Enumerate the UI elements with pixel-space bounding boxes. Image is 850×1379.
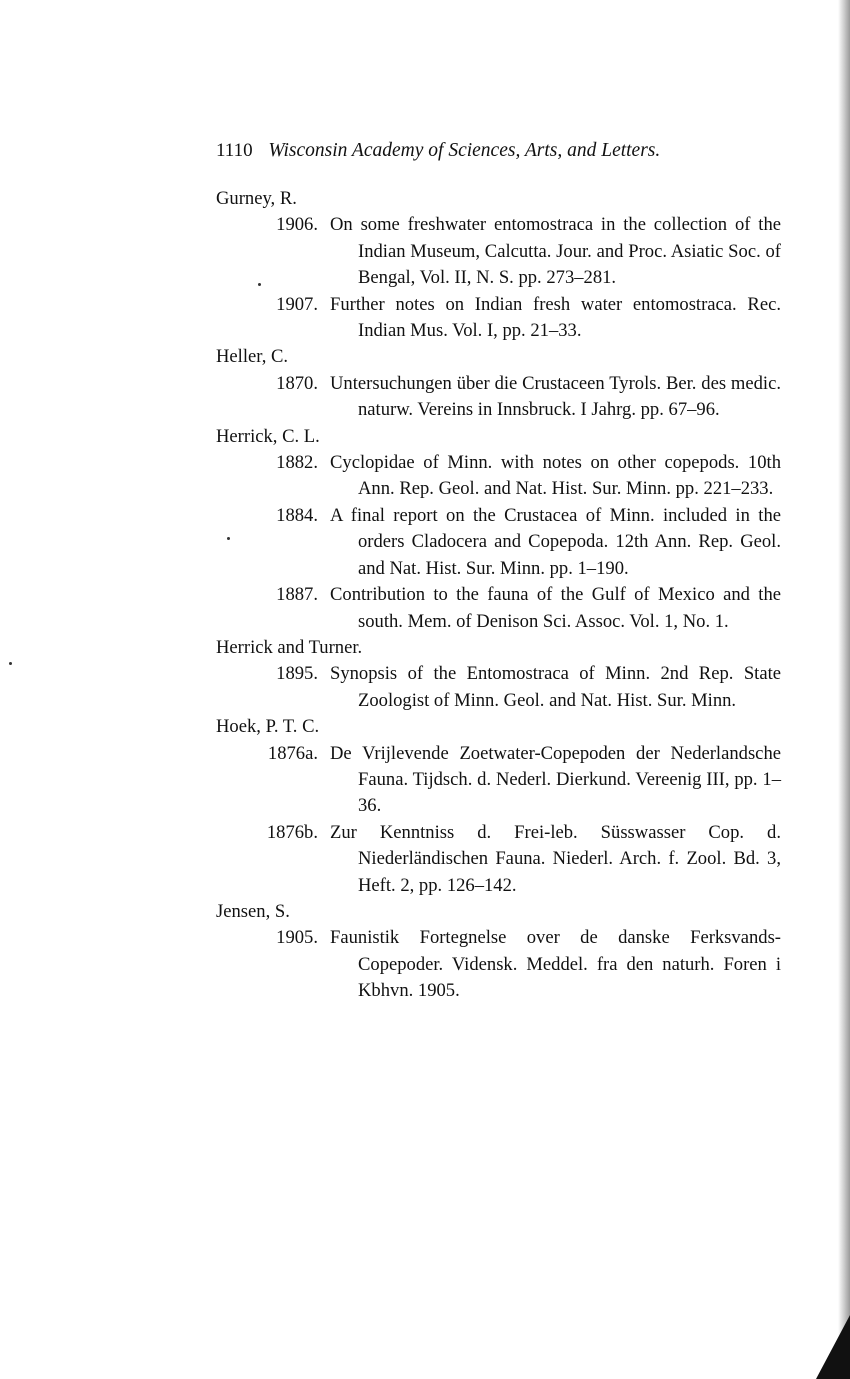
- entry-year: 1882.: [276, 452, 318, 474]
- author-name: Herrick, C. L.: [216, 425, 320, 447]
- entry-citation: Zur Kenntniss d. Frei-leb. Süsswasser Cop. d. Niederländischen Fauna. Niederl. Arch. f. Zool. Bd. 3, Heft. 2, pp. 126–142.: [330, 821, 781, 896]
- page-number: 1110: [216, 140, 253, 161]
- entry-citation: Contribution to the fauna of the Gulf of Mexico and the south. Mem. of Denison Sci. Assoc. Vol. 1, No. 1.: [330, 584, 781, 632]
- author-name: Gurney, R.: [216, 188, 297, 209]
- entry-year: 1905.: [276, 927, 318, 949]
- page-corner-shadow: [816, 1315, 850, 1379]
- entry-citation: Cyclopidae of Minn. with notes on other copepods. 10th Ann. Rep. Geol. and Nat. Hist. Sur. Minn. pp. 221–233.: [330, 452, 781, 500]
- entry-year: 1906.: [276, 214, 318, 236]
- entry-year: 1907.: [276, 293, 318, 315]
- bibliography-entry: [216, 820, 781, 899]
- bibliography-entry: [216, 212, 781, 291]
- entry-citation: Faunistik Fortegnelse over de danske Ferksvands-Copepoder. Vidensk. Meddel. fra den naturh. Foren i Kbhvn. 1905.: [330, 927, 781, 1002]
- bibliography-entry: [216, 661, 781, 714]
- author-name: Herrick and Turner.: [216, 636, 363, 658]
- bibliography-list: [216, 186, 781, 1005]
- bibliography-entry: [216, 292, 781, 345]
- entry-citation: De Vrijlevende Zoetwater-Copepoden der Nederlandsche Fauna. Tijdsch. d. Nederl. Dierkund. Vereenig III, pp. 1–36.: [330, 742, 781, 817]
- entry-year: 1876a.: [267, 742, 318, 764]
- bibliography-entry: [216, 371, 781, 424]
- entry-year: 1884.: [276, 504, 318, 526]
- entry-citation: A final report on the Crustacea of Minn. included in the orders Cladocera and Copepoda. 12th Ann. Rep. Geol. and Nat. Hist. Sur. Minn. pp. 1–190.: [330, 504, 781, 579]
- bibliography-entry: [216, 503, 781, 582]
- bibliography-entry: [216, 450, 781, 503]
- author-name: Jensen, S.: [216, 900, 290, 922]
- running-header: [216, 140, 736, 162]
- page-edge-shadow: [838, 0, 850, 1379]
- bibliography-entry: [216, 925, 781, 1004]
- running-title: Wisconsin Academy of Sciences, Arts, and Letters.: [268, 140, 661, 161]
- entry-citation: On some freshwater entomostraca in the collection of the Indian Museum, Calcutta. Jour. and Proc. Asiatic Soc. of Bengal, Vol. II, N. S. pp. 273–281.: [330, 214, 781, 289]
- entry-citation: Further notes on Indian fresh water entomostraca. Rec. Indian Mus. Vol. I, pp. 21–33.: [330, 293, 781, 342]
- author-name: Heller, C.: [216, 346, 289, 368]
- entry-year: 1895.: [276, 663, 318, 685]
- entry-citation: Synopsis of the Entomostraca of Minn. 2nd Rep. State Zoologist of Minn. Geol. and Nat. Hist. Sur. Minn.: [330, 663, 781, 711]
- author-name: Hoek, P. T. C.: [216, 716, 320, 738]
- bibliography-entry: [216, 741, 781, 820]
- entry-citation: Untersuchungen über die Crustaceen Tyrols. Ber. des medic. naturw. Vereins in Innsbruck. I Jahrg. pp. 67–96.: [330, 372, 781, 421]
- bibliography-entry: [216, 582, 781, 635]
- entry-year: 1870.: [276, 372, 318, 394]
- print-speck: [9, 662, 12, 665]
- entry-year: 1876b.: [266, 821, 318, 843]
- entry-year: 1887.: [276, 584, 318, 606]
